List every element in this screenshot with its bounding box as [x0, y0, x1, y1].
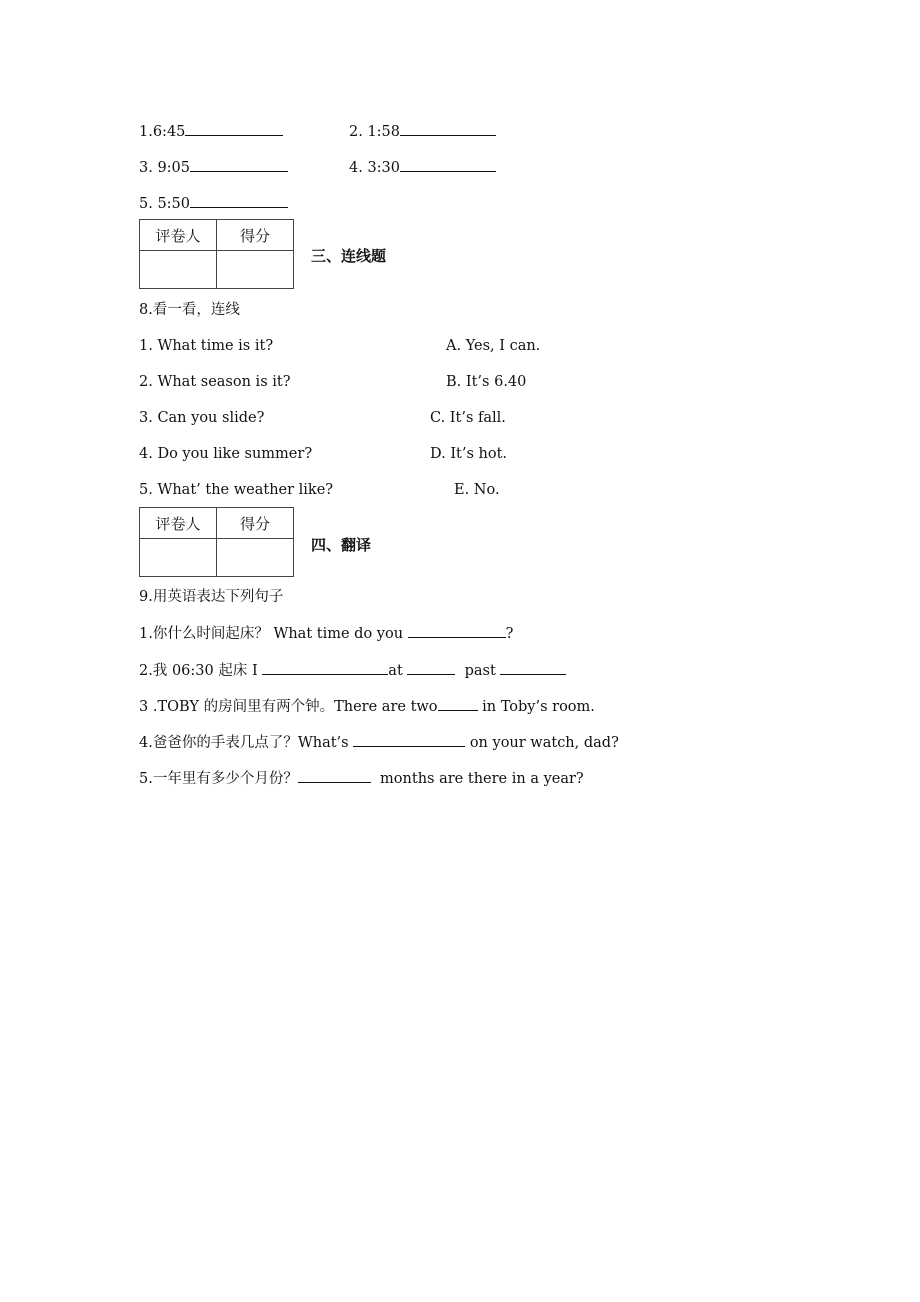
prompt-text: 5.一年里有多少个月份？: [139, 771, 298, 787]
answer-blank[interactable]: [185, 121, 283, 136]
time-label: 4. 3:30: [349, 160, 401, 176]
prompt-text: 2.我 06:30 起床 I: [139, 663, 258, 679]
match-right-b: B. It’s 6.40: [446, 374, 527, 390]
match-left-4: 4. Do you like summer?: [139, 446, 313, 462]
section-title: 三、连线题: [311, 247, 387, 265]
score-table: [139, 507, 294, 577]
translate-item-3: [139, 696, 595, 717]
score-cell[interactable]: [217, 539, 294, 577]
time-label: 1.6:45: [139, 124, 186, 140]
match-right-c: C. It’s fall.: [430, 410, 506, 426]
prompt-text: past: [455, 663, 501, 679]
time-item-4: [349, 157, 496, 178]
answer-blank[interactable]: [400, 157, 496, 172]
match-left-2: 2. What season is it?: [139, 374, 291, 390]
score-header: 得分: [217, 220, 294, 251]
grader-header: 评卷人: [140, 220, 217, 251]
time-label: 3. 9:05: [139, 160, 191, 176]
grader-cell[interactable]: [140, 251, 217, 289]
prompt-text: on your watch, dad?: [465, 735, 619, 751]
score-header: 得分: [217, 508, 294, 539]
answer-blank[interactable]: [500, 660, 566, 675]
match-left-3: 3. Can you slide?: [139, 410, 265, 426]
match-right-a: A. Yes, I can.: [446, 338, 541, 354]
match-left-5: 5. What’ the weather like?: [139, 482, 334, 498]
prompt-text: 3 .TOBY 的房间里有两个钟。There are two: [139, 699, 438, 715]
translate-item-1: [139, 623, 513, 644]
answer-blank[interactable]: [298, 768, 371, 783]
prompt-text: ?: [505, 626, 514, 642]
match-left-1: 1. What time is it?: [139, 338, 274, 354]
translate-item-4: [139, 732, 619, 753]
answer-blank[interactable]: [190, 157, 288, 172]
answer-blank[interactable]: [262, 660, 388, 675]
time-label: 5. 5:50: [139, 196, 191, 212]
answer-blank[interactable]: [408, 623, 506, 638]
score-cell[interactable]: [217, 251, 294, 289]
time-label: 2. 1:58: [349, 124, 401, 140]
time-item-3: [139, 157, 288, 178]
answer-blank[interactable]: [400, 121, 496, 136]
prompt-text: at: [388, 663, 408, 679]
time-item-2: [349, 121, 496, 142]
section-title: 四、翻译: [311, 536, 372, 554]
match-right-e: E. No.: [454, 482, 500, 498]
score-table: [139, 219, 294, 289]
answer-blank[interactable]: [353, 732, 465, 747]
translate-item-2: [139, 660, 566, 681]
match-right-d: D. It’s hot.: [430, 446, 508, 462]
time-item-5: [139, 193, 288, 214]
answer-blank[interactable]: [190, 193, 288, 208]
answer-blank[interactable]: [438, 696, 478, 711]
answer-blank[interactable]: [407, 660, 455, 675]
question-heading: 9.用英语表达下列句子: [139, 589, 284, 605]
prompt-text: 1.你什么时间起床？ What time do you: [139, 626, 408, 642]
prompt-text: 4.爸爸你的手表几点了？What’s: [139, 735, 354, 751]
translate-item-5: [139, 768, 584, 789]
grader-cell[interactable]: [140, 539, 217, 577]
grader-header: 评卷人: [140, 508, 217, 539]
prompt-text: in Toby’s room.: [477, 699, 595, 715]
prompt-text: months are there in a year?: [370, 771, 584, 787]
question-heading: 8.看一看，连线: [139, 302, 240, 318]
time-item-1: [139, 121, 283, 142]
